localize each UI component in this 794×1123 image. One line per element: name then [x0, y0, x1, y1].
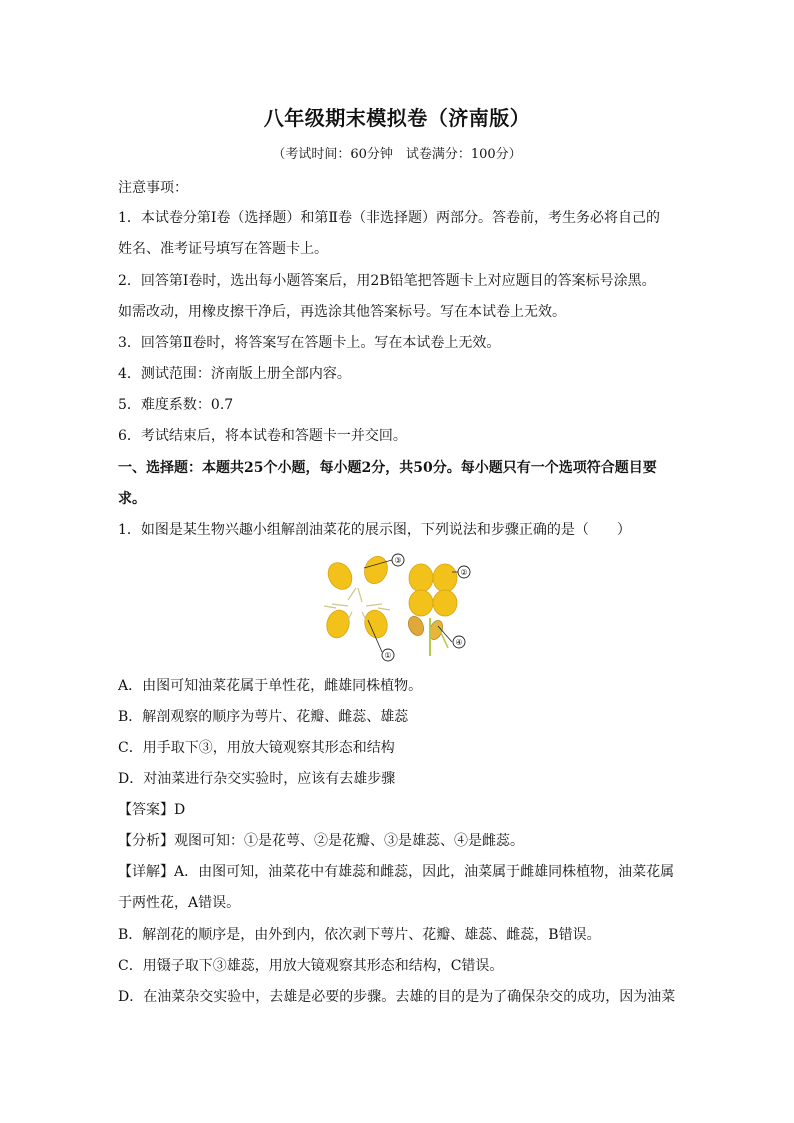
- note-line: 1．本试卷分第Ⅰ卷（选择题）和第Ⅱ卷（非选择题）两部分。答卷前，考生务必将自己的: [118, 210, 660, 226]
- note-line: 4．测试范围：济南版上册全部内容。: [118, 366, 351, 382]
- option-a: A．由图可知油菜花属于单性花，雌雄同株植物。: [118, 678, 423, 694]
- figure-label-3: ③: [394, 556, 402, 565]
- figure-label-4: ④: [455, 638, 463, 647]
- option-b: B．解剖观察的顺序为萼片、花瓣、雌蕊、雄蕊: [118, 709, 409, 725]
- detail-line: 于两性花，A错误。: [118, 895, 241, 911]
- note-line: 3．回答第Ⅱ卷时，将答案写在答题卡上。写在本试卷上无效。: [118, 335, 501, 351]
- sepals-and-pistil: [405, 614, 448, 656]
- dissected-petals: [323, 553, 391, 640]
- answer: 【答案】D: [118, 802, 186, 818]
- option-c: C．用手取下③，用放大镜观察其形态和结构: [118, 740, 395, 756]
- detail-line: C．用镊子取下③雄蕊，用放大镜观察其形态和结构，C错误。: [118, 958, 504, 974]
- detail-line: B．解剖花的顺序是，由外到内，依次剥下萼片、花瓣、雄蕊、雌蕊，B错误。: [118, 927, 601, 943]
- note-line: 6．考试结束后，将本试卷和答题卡一并交回。: [118, 428, 407, 444]
- rapeseed-flower-figure: [318, 548, 478, 666]
- detail-line: D．在油菜杂交实验中，去雄是必要的步骤。去雄的目的是为了确保杂交的成功，因为油菜: [118, 989, 676, 1005]
- note-line: 2．回答第Ⅰ卷时，选出每小题答案后，用2B铅笔把答题卡上对应题目的答案标号涂黑。: [118, 273, 656, 289]
- analysis: 【分析】观图可知：①是花萼、②是花瓣、③是雄蕊、④是雌蕊。: [118, 833, 524, 849]
- page-title: 八年级期末模拟卷（济南版）: [263, 106, 531, 130]
- note-line: 5．难度系数：0.7: [118, 397, 234, 413]
- note-line: 如需改动，用橡皮擦干净后，再选涂其他答案标号。写在本试卷上无效。: [118, 304, 566, 320]
- note-line: 姓名、准考证号填写在答题卡上。: [118, 241, 328, 257]
- exam-time-info: （考试时间：60分钟 试卷满分：100分）: [272, 147, 522, 162]
- section-heading: 一、选择题：本题共25个小题，每小题2分，共50分。每小题只有一个选项符合题目要: [118, 460, 657, 476]
- notes-heading: 注意事项：: [118, 180, 188, 196]
- detail-line: 【详解】A．由图可知，油菜花中有雄蕊和雌蕊，因此，油菜属于雌雄同株植物，油菜花属: [118, 864, 675, 880]
- figure-label-2: ②: [460, 568, 468, 577]
- figure-label-1: ①: [384, 651, 392, 660]
- flower-petals: [409, 564, 457, 616]
- section-heading-continued: 求。: [118, 491, 146, 507]
- question-stem: 1．如图是某生物兴趣小组解剖油菜花的展示图，下列说法和步骤正确的是（ ）: [118, 522, 631, 538]
- option-d: D．对油菜进行杂交实验时，应该有去雄步骤: [118, 771, 396, 787]
